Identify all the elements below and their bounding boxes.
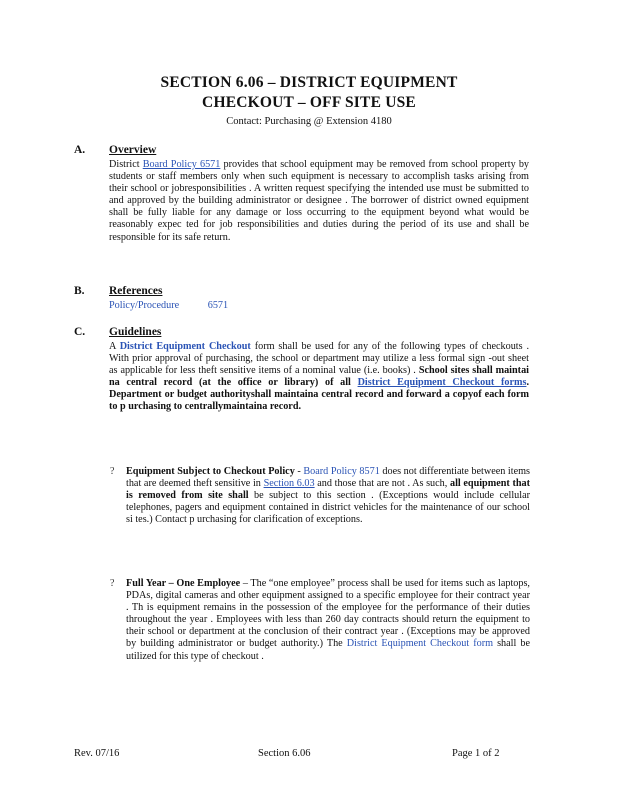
section-a-heading: Overview: [109, 144, 157, 156]
bullet-1-text-3: and those that are not . As such,: [314, 478, 450, 490]
section-a-letter: A.: [74, 144, 86, 156]
section-c-letter: C.: [74, 326, 86, 338]
references-line: [109, 300, 529, 312]
bullet-2-text-2: shall be utilized for this type of checkout .: [126, 638, 530, 662]
bullet-1-bold: all equipment that is removed from site shall: [126, 478, 530, 502]
bullet-1-paragraph: [126, 466, 530, 526]
board-policy-8571-link[interactable]: Board Policy 8571: [303, 466, 380, 477]
policy-procedure-link[interactable]: Policy/Procedure: [109, 300, 180, 311]
guidelines-text-c: School sites shall maintai na central record (at the office or library) of all: [109, 365, 529, 389]
guidelines-paragraph: [109, 341, 529, 414]
board-policy-6571-link[interactable]: Board Policy 6571: [142, 159, 221, 170]
overview-text-1: District: [109, 159, 143, 170]
checkout-form-link[interactable]: District Equipment Checkout form: [346, 638, 494, 650]
policy-number-link[interactable]: 6571: [207, 300, 229, 311]
overview-text-2: provides that school equipment may be removed from school property by students or staff members only when such equipment is necessary to accomplish tasks arising from their school or jobresponsibilities . A written request specifying the intended use must be submitted to and approved by the building administrator or designee . The borrower of district owned equipment shall be fully liable for any damage or loss occurring to the equipment beyond what would be reasonably expec ted for job responsibilities and duties during the period of its use and shall be responsible for its safe return.: [109, 159, 530, 243]
bullet-1-lead: Equipment Subject to Checkout Policy: [126, 466, 295, 477]
guidelines-text-a: A: [109, 341, 120, 352]
section-b-letter: B.: [74, 285, 85, 297]
checkout-forms-link[interactable]: District Equipment Checkout forms: [357, 377, 527, 389]
section-title-line2: CHECKOUT – OFF SITE USE: [202, 94, 416, 111]
overview-paragraph: [109, 159, 529, 244]
footer-revision: Rev. 07/16: [74, 748, 120, 759]
bullet-2-marker: ?: [110, 578, 115, 589]
guidelines-text-d: . Department or budget authorityshall maintaina central record and forward a copyof each form to p urchasing to centrallymaintaina record.: [109, 377, 529, 413]
bullet-2-text-1: – The “one employee” process shall be used for items such as laptops, PDAs, digital cameras and other equipment assigned to a specific employee for their contract year . Th is equipment remains in the possession of the employee for the performance of their duties throughout the year . Employees with less than 260 day contracts should return the equipment to their school or department at the conclusion of their contract year . (Exceptions may be approved by building administrator or budget authority.) The: [126, 578, 530, 650]
section-title-line1: SECTION 6.06 – DISTRICT EQUIPMENT: [160, 74, 458, 91]
bullet-1-text-2: does not differentiate between items that are deemed theft sensitive in: [126, 466, 530, 490]
guidelines-text-b: form shall be used for any of the following types of checkouts . With prior approval of purchasing, the school or department may utilize a less formal sign -out sheet as applicable for less theft sensitive items of a nominal value (i.e. books) .: [109, 341, 530, 377]
bullet-1-text-1: -: [294, 466, 304, 477]
section-b-heading: References: [109, 285, 163, 297]
bullet-2-paragraph: [126, 578, 530, 663]
footer-section: Section 6.06: [258, 748, 311, 759]
contact-line: Contact: Purchasing @ Extension 4180: [226, 116, 392, 127]
district-equipment-checkout-link[interactable]: District Equipment Checkout: [119, 341, 251, 352]
section-c-heading: Guidelines: [109, 326, 162, 338]
bullet-1-text-4: be subject to this section . (Exceptions would include cellular telephones, pagers and equipment contained in district vehicles for the maintenance of our school si tes.) Contact p urchasing for clarification of exceptions.: [126, 490, 530, 526]
bullet-2-lead: Full Year – One Employee: [126, 578, 241, 589]
section-6-03-link[interactable]: Section 6.03: [263, 478, 315, 490]
bullet-1-marker: ?: [110, 466, 115, 477]
footer-page-number: Page 1 of 2: [452, 748, 500, 759]
